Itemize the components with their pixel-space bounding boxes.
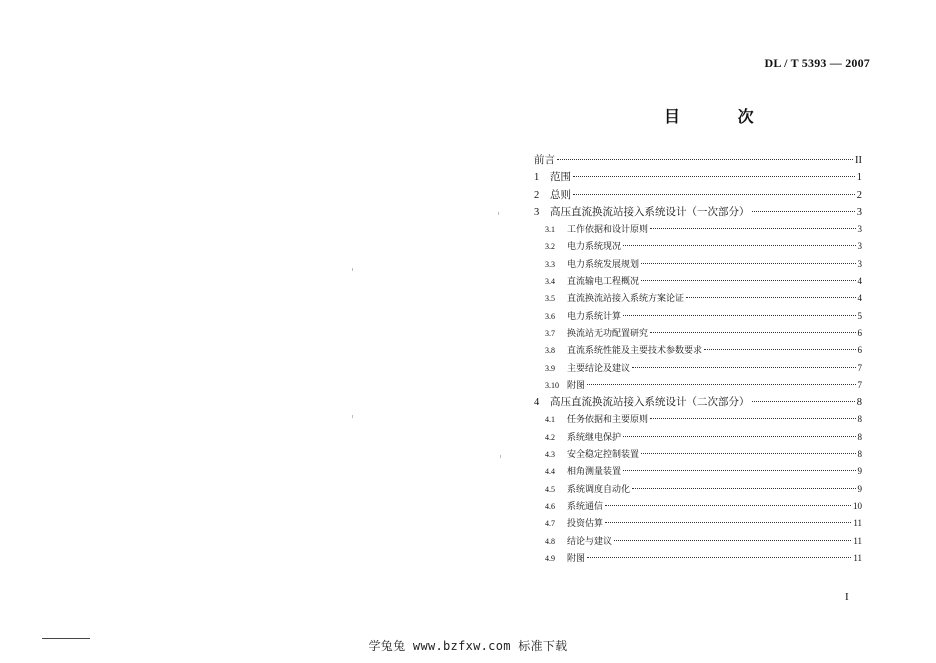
scan-speck: [352, 268, 353, 271]
toc-entry-label: 直流换流站接入系统方案论证: [567, 294, 685, 305]
toc-entry-page: 6: [857, 327, 862, 338]
toc-entry-page: 11: [853, 535, 862, 546]
toc-entry-label: 安全稳定控制装置: [567, 450, 640, 461]
toc-entry-page: 1: [856, 172, 862, 184]
toc-entry-number: 4.2: [545, 432, 555, 442]
toc-entry-number: 4.6: [545, 501, 555, 511]
toc-entry-page: 2: [856, 189, 862, 201]
document-code: DL / T 5393 — 2007: [764, 56, 870, 70]
toc-entry[interactable]: [534, 342, 862, 359]
toc-entry-page: 6: [857, 345, 862, 356]
toc-entry[interactable]: [534, 169, 862, 186]
toc-dot-leader: [623, 470, 855, 471]
toc-entry[interactable]: [534, 429, 862, 446]
toc-dot-leader: [704, 349, 855, 350]
toc-entry[interactable]: [534, 238, 862, 255]
toc-entry-page: 11: [853, 552, 862, 563]
toc-entry-label: 换流站无功配置研究: [567, 328, 649, 339]
toc-entry[interactable]: [534, 360, 862, 377]
scan-speck: [500, 455, 501, 458]
toc-entry-number: 3.6: [545, 311, 555, 321]
toc-entry-page: 7: [857, 379, 862, 390]
toc-entry-number: 3.10: [545, 380, 559, 390]
toc-entry-page: 3: [857, 241, 862, 252]
toc-dot-leader: [573, 194, 855, 195]
toc-entry-page: 8: [857, 414, 862, 425]
toc-entry-page: 8: [856, 397, 862, 409]
toc-entry-label: 附图: [567, 380, 586, 391]
toc-entry-label: 高压直流换流站接入系统设计（一次部分）: [550, 205, 750, 218]
toc-entry-label: 投资估算: [567, 519, 604, 530]
toc-entry[interactable]: [534, 515, 862, 532]
toc-entry-page: 9: [857, 483, 862, 494]
toc-entry-page: 5: [857, 310, 862, 321]
toc-entry-number: 3.8: [545, 346, 555, 356]
toc-entry-number: 4.9: [545, 553, 555, 563]
toc-entry-label: 相角测量装置: [567, 467, 622, 478]
toc-entry-page: 9: [857, 466, 862, 477]
toc-entry-label: 总则: [550, 188, 571, 201]
toc-entry-number: 4.3: [545, 450, 555, 460]
toc-dot-leader: [641, 453, 855, 454]
toc-entry-page: 4: [857, 276, 862, 287]
toc-entry-page: 3: [857, 224, 862, 235]
toc-entry-page: II: [855, 155, 862, 166]
toc-entry-number: 3.5: [545, 294, 555, 304]
toc-entry[interactable]: [534, 481, 862, 498]
toc-entry-label: 系统继电保护: [567, 432, 622, 443]
toc-dot-leader: [623, 245, 855, 246]
toc-dot-leader: [605, 505, 851, 506]
toc-entry-label: 电力系统发展规划: [567, 259, 640, 270]
toc-entry-number: 4.4: [545, 467, 555, 477]
toc-entry-page: 8: [857, 431, 862, 442]
toc-entry[interactable]: [534, 377, 862, 394]
toc-dot-leader: [641, 263, 855, 264]
toc-entry-page: 8: [857, 449, 862, 460]
toc-entry[interactable]: [534, 446, 862, 463]
toc-entry-label: 直流输电工程概况: [567, 277, 640, 288]
toc-entry-number: 3.1: [545, 225, 555, 235]
toc-entry[interactable]: [534, 411, 862, 428]
toc-dot-leader: [557, 159, 853, 160]
toc-dot-leader: [632, 367, 855, 368]
toc-entry-label: 主要结论及建议: [567, 363, 631, 374]
toc-dot-leader: [587, 384, 855, 385]
scan-speck: [498, 212, 499, 215]
toc-entry-label: 范围: [550, 171, 571, 184]
toc-title: 目 次: [664, 107, 780, 126]
toc-entry-page: 4: [857, 293, 862, 304]
toc-dot-leader: [650, 418, 855, 419]
toc-entry-page: 10: [853, 500, 862, 511]
toc-dot-leader: [641, 280, 855, 281]
toc-entry[interactable]: [534, 256, 862, 273]
toc-entry-page: 3: [856, 206, 862, 218]
toc-entry-label: 结论与建议: [567, 536, 613, 547]
toc-entry-number: 3: [534, 206, 540, 218]
toc-entry-number: 3.2: [545, 242, 555, 252]
toc-dot-leader: [752, 401, 855, 402]
toc-entry-label: 系统调度自动化: [567, 484, 631, 495]
toc-entry-number: 4.8: [545, 536, 555, 546]
toc-dot-leader: [650, 332, 855, 333]
toc-entry-label: 工作依据和设计原则: [567, 225, 649, 236]
toc-entry-label: 前言: [534, 154, 555, 166]
toc-dot-leader: [686, 297, 855, 298]
toc-entry-page: 3: [857, 258, 862, 269]
scan-speck: [352, 415, 353, 418]
toc-dot-leader: [587, 557, 851, 558]
toc-dot-leader: [752, 211, 855, 212]
toc-entry[interactable]: [534, 394, 862, 411]
toc-entry-label: 附图: [567, 553, 586, 564]
toc-entry[interactable]: [534, 325, 862, 342]
toc-entry-number: 3.9: [545, 363, 555, 373]
toc-entry[interactable]: [534, 533, 862, 550]
toc-dot-leader: [623, 315, 855, 316]
toc-entry[interactable]: [534, 187, 862, 204]
toc-entry-number: 3.3: [545, 259, 555, 269]
page-number: I: [845, 591, 849, 603]
toc-dot-leader: [650, 228, 855, 229]
toc-entry-page: 11: [853, 518, 862, 529]
toc-entry-number: 4.7: [545, 519, 555, 529]
toc-entry[interactable]: [534, 204, 862, 221]
toc-entry[interactable]: [534, 152, 862, 169]
toc-dot-leader: [573, 176, 855, 177]
toc-entry-number: 2: [534, 189, 540, 201]
toc-entry[interactable]: [534, 273, 862, 290]
toc-entry[interactable]: [534, 308, 862, 325]
toc-dot-leader: [614, 540, 851, 541]
toc-entry-label: 电力系统计算: [567, 311, 622, 322]
toc-entry-label: 系统通信: [567, 501, 604, 512]
toc-entry-number: 1: [534, 172, 540, 184]
toc-entry-number: 3.4: [545, 277, 555, 287]
toc-entry-page: 7: [857, 362, 862, 373]
toc-dot-leader: [632, 488, 855, 489]
table-of-contents: [534, 152, 862, 567]
toc-entry-number: 4.5: [545, 484, 555, 494]
footer-watermark[interactable]: 学兔兔 www.bzfxw.com 标准下载: [368, 639, 568, 653]
toc-dot-leader: [623, 436, 855, 437]
toc-entry[interactable]: [534, 463, 862, 480]
toc-entry[interactable]: [534, 221, 862, 238]
toc-entry[interactable]: [534, 290, 862, 307]
toc-entry[interactable]: [534, 498, 862, 515]
toc-entry-number: 3.7: [545, 328, 555, 338]
toc-entry-label: 高压直流换流站接入系统设计（二次部分）: [550, 396, 750, 409]
toc-entry-number: 4.1: [545, 415, 555, 425]
toc-entry-label: 直流系统性能及主要技术参数要求: [567, 346, 703, 357]
toc-entry-number: 4: [534, 397, 540, 409]
toc-entry-label: 电力系统现况: [567, 242, 622, 253]
toc-entry-label: 任务依据和主要原则: [567, 415, 649, 426]
toc-dot-leader: [605, 522, 851, 523]
toc-entry[interactable]: [534, 550, 862, 567]
